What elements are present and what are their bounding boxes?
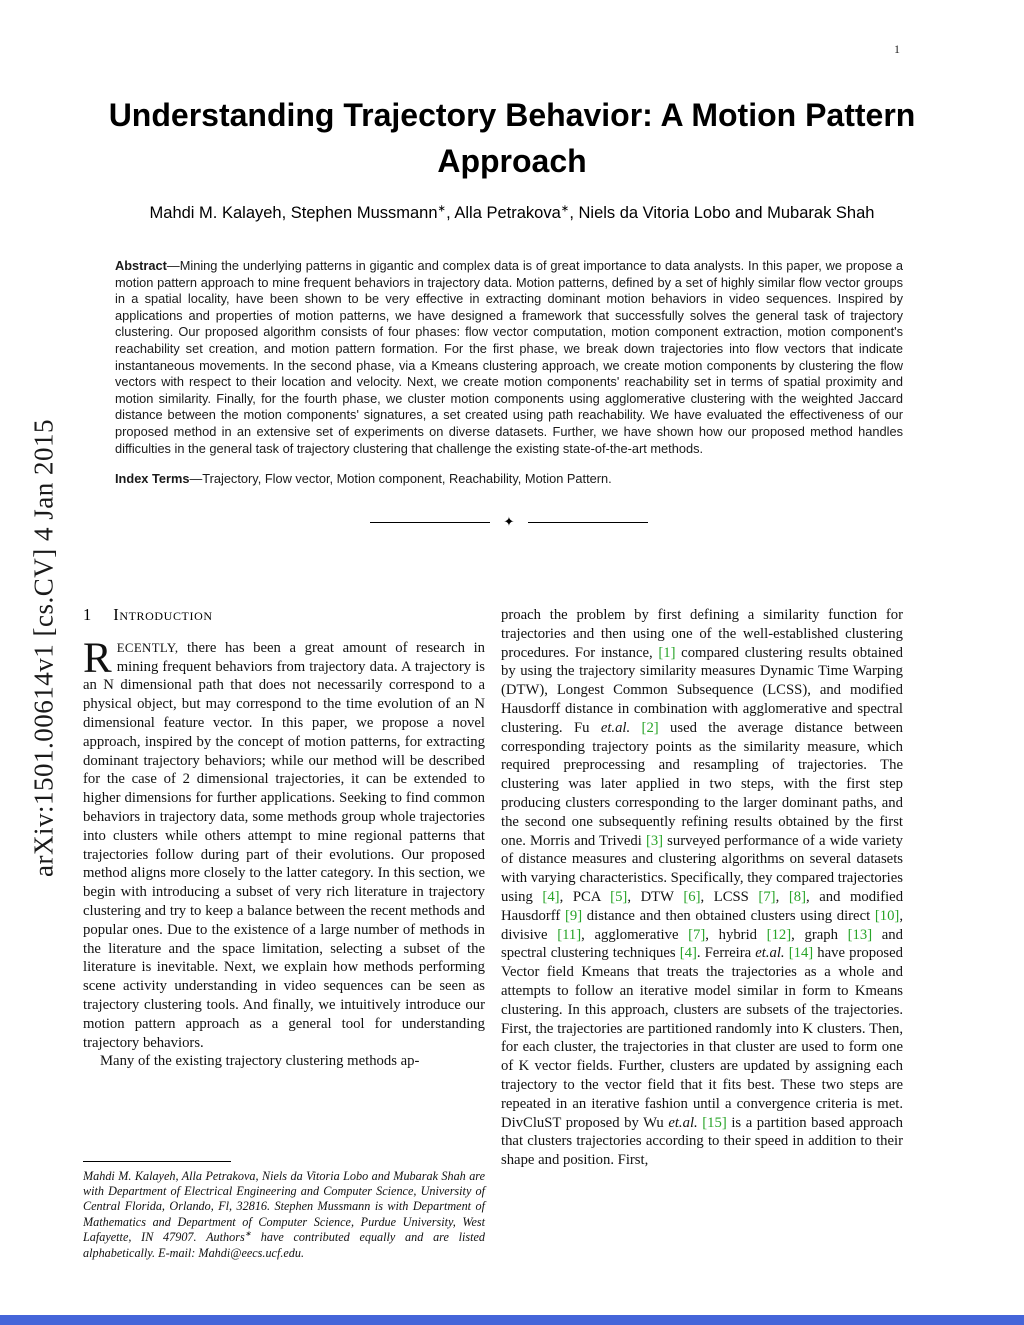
right-column-paragraph: proach the problem by first defining a similarity function for trajectories and then using one of the well-established clustering procedures. For instance, [1] compared clustering results obtained by using the trajectory similarity measures Dynamic Time Warping (DTW), Longest Common Subsequence (LCSS), and modified Hausdorff distance in combination with agglomerative and spectral clustering. Fu et.al. [2] used the average distance between corresponding trajectory points as the similarity measure, which required preprocessing and resampling of trajectories. The clustering was later applied in two steps, with the first step producing clusters corresponding to the larger dominant paths, and the second one subsequently refining results obtained by the first one. Morris and Trivedi [3] surveyed performance of a wide variety of distance measures and clustering algorithms on several datasets with varying characteristics. Specifically, they compared trajectories using [4], PCA [5], DTW [6], LCSS [7], [8], and modified Hausdorff [9] distance and then obtained clusters using direct [10], divisive [11], agglomerative [7], hybrid [12], graph [13] and spectral clustering techniques [4]. Ferreira et.al. [14] have proposed Vector field Kmeans that treats the trajectories as a whole and attempts to follow an iterative model similar in form to Kmeans clustering. In this approach, clusters are subsets of the trajectories. First, the trajectories are partitioned randomly into K clusters. Then, for each cluster, the trajectories in that cluster are used to form one of K vector fields. Further, clusters are updated by assigning each trajectory to the vector field that it fits best. These two steps are repeated in an iterative fashion until a convergence criteria is met. DivCluST proposed by Wu et.al. [15] is a partition based approach that clusters trajectories according to their speed in addition to their shape and position. First, <box>501 607 903 1169</box>
authors-line: Mahdi M. Kalayeh, Stephen Mussmann∗, Alla Petrakova∗, Niels da Vitoria Lobo and Mubarak Shah <box>149 203 875 222</box>
citation-link[interactable]: [4] <box>679 945 697 962</box>
citation-link[interactable]: [4] <box>542 888 560 905</box>
lead-word: ECENTLY, <box>116 640 179 655</box>
section-number: 1 <box>83 606 92 624</box>
citation-link[interactable]: [1] <box>658 644 676 661</box>
intro-paragraph-1-text: there has been a great amount of research in mining frequent behaviors from trajectory data. A trajectory is an N dimensional path that does not necessarily correspond to a physical object, but may correspond to the time evolution of an N dimensional feature vector. In this paper, we propose a novel approach, inspired by the concept of motion patterns, for extracting dominant trajectory behaviors; while our method will be described for the case of 2 dimensional trajectories, it can be extended to higher dimensions for further applications. Seeking to find common behaviors in trajectory data, some methods group whole trajectories into clusters while others attempt to mine regional patterns that trajectories follow during part of their evolutions. Our proposed method aligns more closely to the latter category. In this section, we begin with introducing a subset of very rich literature in trajectory clustering and try to keep a balance between the recent methods and popular ones. Due to the existence of a large number of methods in the literature and the space limitation, selecting a subset of the literature is inevitable. Next, we explain how methods performing scene activity understanding in video sequences can be seen as trajectory clustering tools. And finally, we intuitively introduce our motion pattern approach as a general tool for understanding trajectory behaviors. <box>83 639 485 1051</box>
citation-link[interactable]: [7] <box>758 888 776 905</box>
index-terms <box>115 471 903 488</box>
citation-link[interactable]: [5] <box>610 888 628 905</box>
footnote-rule <box>83 1161 231 1162</box>
citation-link[interactable]: [10] <box>874 907 900 924</box>
paper-title: Understanding Trajectory Behavior: A Motion Pattern Approach <box>108 97 916 179</box>
arxiv-watermark: arXiv:1501.00614v1 [cs.CV] 4 Jan 2015 <box>28 419 59 877</box>
citation-link[interactable]: [7] <box>688 926 706 943</box>
citation-link[interactable]: [8] <box>788 888 806 905</box>
bottom-bar <box>0 1315 1024 1325</box>
separator-line-right <box>528 522 648 523</box>
citation-link[interactable]: [6] <box>683 888 701 905</box>
section-heading-introduction <box>83 606 485 625</box>
section-separator <box>115 514 903 531</box>
citation-link[interactable]: [2] <box>641 719 659 736</box>
section-title: Introduction <box>113 606 213 624</box>
index-terms-text: —Trajectory, Flow vector, Motion component, Reachability, Motion Pattern. <box>189 471 612 487</box>
footnote-text: Mahdi M. Kalayeh, Alla Petrakova, Niels da Vitoria Lobo and Mubarak Shah are with Department of Electrical Engineering and Computer Science, University of Central Florida, Orlando, Fl, 32816. Stephen Mussmann is with Department of Mathematics and Department of Computer Science, Purdue University, West Lafayette, IN 47907. Authors∗ have contributed equally and are listed alphabetically. E-mail: Mahdi@eecs.ucf.edu. <box>83 1168 486 1260</box>
author-footnote <box>83 1161 485 1261</box>
intro-paragraph-1 <box>83 634 485 1053</box>
dropcap-letter: R <box>83 634 112 682</box>
diamond-icon: ✦ <box>503 513 515 529</box>
front-matter <box>115 258 903 530</box>
citation-link[interactable]: [3] <box>645 832 664 849</box>
index-terms-label: Index Terms <box>115 471 190 487</box>
citation-link[interactable]: [9] <box>564 907 583 924</box>
abstract <box>115 258 903 457</box>
intro-paragraph-2: Many of the existing trajectory clustering methods ap- <box>100 1053 420 1070</box>
citation-link[interactable]: [11] <box>557 926 582 943</box>
abstract-label: Abstract <box>115 258 167 273</box>
abstract-text: —Mining the underlying patterns in gigantic and complex data is of great importance to data analysts. In this paper, we propose a motion pattern approach to mine frequent behaviors in trajectory data. Motion patterns, defined by a set of highly similar flow vector groups in a spatial locality, have been shown to be very effective in extracting dominant motion behaviors in video sequences. Inspired by applications and properties of motion patterns, we have designed a framework that successfully solves the general task of trajectory clustering. Our proposed algorithm consists of four phases: flow vector computation, motion component extraction, motion component's reachability set creation, and motion pattern formation. For the first phase, we break down trajectories into flow vectors that indicate instantaneous movements. In the second phase, via a Kmeans clustering approach, we create motion components by clustering the flow vectors with respect to their location and velocity. Next, we create motion components' reachability set in terms of spatial proximity and motion similarity. Finally, for the fourth phase, we cluster motion components using agglomerative clustering with the weighted Jaccard distance between the motion components' signatures, a set created using path reachability. We have evaluated the effectiveness of our proposed method in an extensive set of experiments on diverse datasets. Further, we have shown how our proposed method handles difficulties in the general task of trajectory clustering that challenge the existing state-of-the-art methods. <box>115 258 903 456</box>
citation-link[interactable]: [12] <box>766 926 792 943</box>
left-column <box>83 606 485 1261</box>
citation-link[interactable]: [13] <box>847 926 873 943</box>
citation-link[interactable]: [14] <box>788 945 814 962</box>
separator-line-left <box>370 522 490 523</box>
citation-link[interactable]: [15] <box>702 1114 727 1131</box>
right-column <box>501 606 903 1268</box>
body-columns <box>83 606 903 1268</box>
page-number: 1 <box>894 42 900 56</box>
